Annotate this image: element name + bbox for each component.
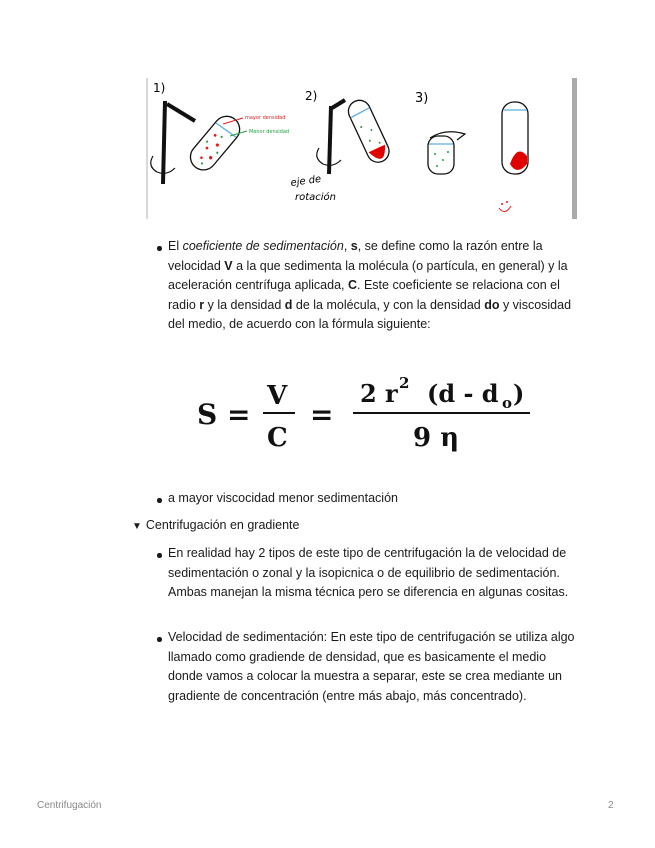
- step1-label: 1): [153, 81, 166, 95]
- high-density-label: mayor densidad: [245, 115, 286, 121]
- high-density-arrow: [223, 118, 243, 124]
- sedimentation-formula: [195, 372, 540, 462]
- step3-tube-a: [428, 132, 465, 174]
- formula-frac2-num-exp: 2: [399, 374, 410, 392]
- formula-frac2-num-rest: (d - d: [427, 379, 499, 408]
- step2-arm: [332, 100, 345, 108]
- toggle-arrow-icon[interactable]: ▼: [132, 521, 142, 532]
- bullet-dot: [157, 637, 162, 642]
- formula-frac1-den: C: [267, 423, 288, 453]
- step2-tube: [345, 97, 393, 166]
- step1-arm: [167, 104, 195, 121]
- toggle-title: Centrifugación en gradiente: [145, 518, 300, 532]
- bullet-two-types: En realidad hay 2 tipos de este tipo de centrifugación la de velocidad de sedimentación o zonal y la isopicnica o de equilibrio de sedimentación. Ambas manejan la misma técnica pero se diferencia en algunas cositas.: [168, 546, 569, 600]
- formula-frac2-num-coef: 2 r: [360, 379, 398, 408]
- formula-frac2-den: 9 η: [413, 423, 460, 453]
- formula-svg: [195, 372, 540, 462]
- footer-title: Centrifugación: [37, 800, 102, 811]
- centrifugation-sketch: [145, 76, 580, 221]
- formula-eq1: =: [227, 398, 251, 431]
- axis-label-line1: eje de: [289, 173, 322, 189]
- page-number: 2: [608, 800, 614, 811]
- bullet-viscosity: a mayor viscocidad menor sedimentación: [168, 491, 398, 505]
- term-sedimentation-coefficient: coeficiente de sedimentación: [182, 239, 344, 253]
- axis-label-line2: rotación: [295, 192, 337, 203]
- sketch-border-right: [572, 78, 577, 219]
- low-density-label: Menor densidad: [249, 129, 290, 135]
- bullet-dot: [157, 246, 162, 251]
- bullet-dot: [157, 553, 162, 558]
- sketch-svg: [145, 76, 580, 221]
- formula-eq2: =: [310, 398, 334, 431]
- formula-frac2-num-sub: o: [502, 394, 513, 412]
- bullet-sedimentation-coefficient: El coeficiente de sedimentación, s, se define como la razón entre la velocidad V a la que sedimenta la molécula (o partícula, en general) y la aceleración centrífuga aplicada, C. Este coeficiente se relaciona con el radio r y la densidad d de la molécula, y con la densidad do y viscosidad del medio, de acuerdo con la fórmula siguiente:: [168, 239, 572, 332]
- step1-axis: [163, 101, 165, 184]
- bullet-dot: [157, 498, 162, 503]
- formula-lhs: S: [197, 398, 218, 431]
- formula-frac2-num-close: ): [513, 379, 525, 408]
- toggle-gradient-centrifugation[interactable]: [132, 518, 299, 532]
- bullet-sedimentation-velocity: Velocidad de sedimentación: En este tipo de centrifugación se utiliza algo llamado como gradiende de densidad, que es basicamente el medio donde vamos a colocar la muestra a separar, este se crea mediante un gradiente de concentración (entre más abajo, más concentrado).: [168, 630, 575, 703]
- step2-label: 2): [305, 89, 318, 103]
- smiley-icon: [499, 201, 511, 212]
- step3-label: 3): [415, 91, 429, 106]
- step2-axis: [329, 106, 331, 174]
- step3-tube-b: [502, 102, 528, 174]
- formula-frac1-num: V: [267, 381, 288, 411]
